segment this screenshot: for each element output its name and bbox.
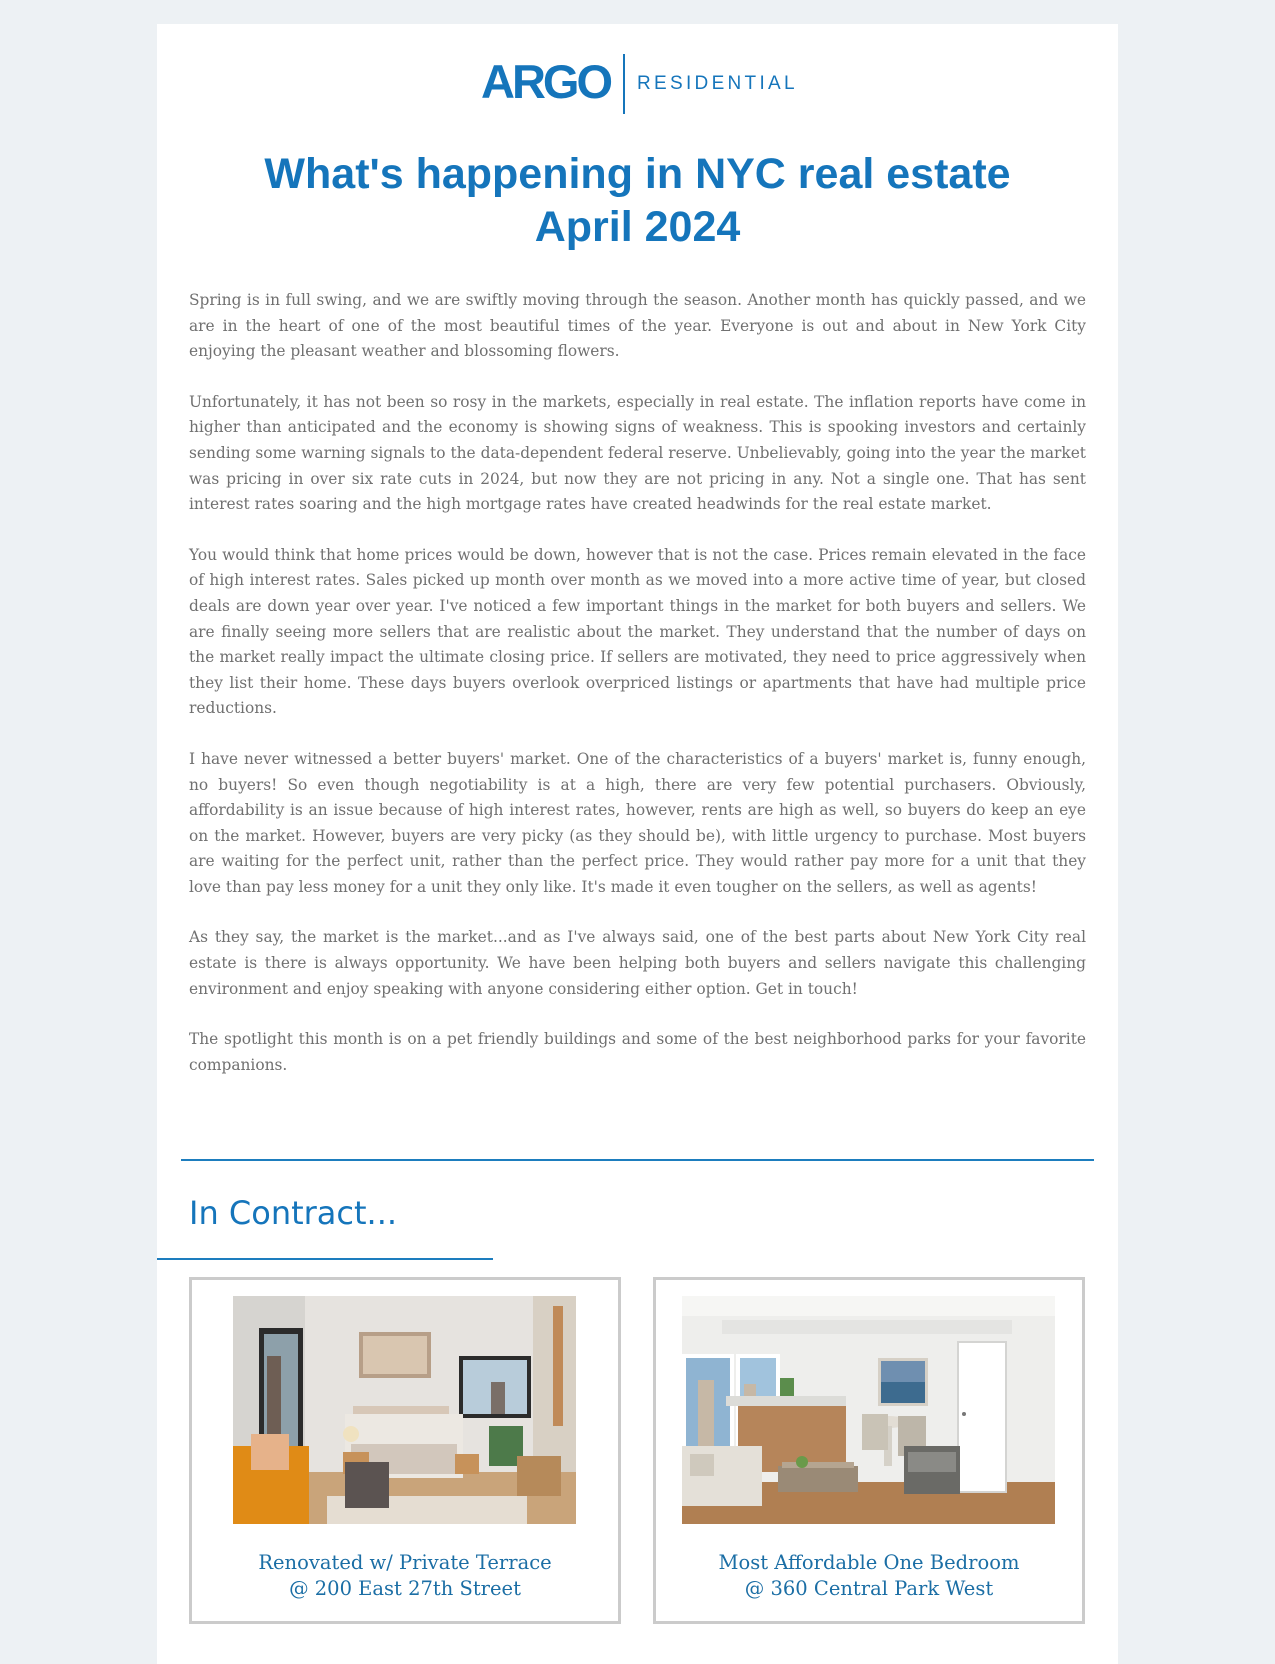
living-room-photo[interactable] [682, 1296, 1055, 1524]
listing-card[interactable] [653, 1277, 1085, 1624]
newsletter-page [157, 24, 1118, 1664]
bedroom-photo[interactable] [233, 1296, 576, 1524]
paragraph-spring: Spring is in full swing, and we are swiftly moving through the season. Another month has quickly passed, and we are in the heart of one of the most beautiful times of the year. Everyone is out and about in New York City enjoying the pleasant weather and blossoming flowers. [189, 291, 1086, 361]
paragraph-prices: You would think that home prices would be down, however that is not the case. Prices remain elevated in the face of high interest rates. Sales picked up month over month as we moved into a more active time of year, but closed deals are down year over year. I've noticed a few important things in the market for both buyers and sellers. We are finally seeing more sellers that are realistic about the market. They understand that the number of days on the market really impact the ultimate closing price. If sellers are motivated, they need to price aggressively when they list their home. These days buyers overlook overpriced listings or apartments that have had multiple price reductions. [189, 545, 1086, 718]
listing-address: @ 200 East 27th Street [289, 1577, 521, 1600]
listing-title: Renovated w/ Private Terrace [258, 1551, 552, 1574]
listing-title: Most Affordable One Bedroom [718, 1551, 1020, 1574]
logo-division: RESIDENTIAL [637, 73, 798, 94]
article-body [189, 288, 1086, 1103]
listing-caption[interactable] [192, 1550, 618, 1602]
paragraph-markets: Unfortunately, it has not been so rosy in the markets, especially in real estate. The inflation reports have come in higher than anticipated and the economy is showing signs of weakness. This is spooking investors and certainly sending some warning signals to the data-dependent federal reserve. Unbelievably, going into the year the market was pricing in over six rate cuts in 2024, but now they are not pricing in any. Not a single one. That has sent interest rates soaring and the high mortgage rates have created headwinds for the real estate market. [189, 392, 1086, 514]
paragraph-buyers-market: I have never witnessed a better buyers' market. One of the characteristics of a buyers' market is, funny enough, no buyers! So even though negotiability is at a high, there are very few potential purchasers. Obviously, affordability is an issue because of high interest rates, however, rents are high as well, so buyers do keep an eye on the market. However, buyers are very picky (as they should be), with little urgency to purchase. Most buyers are waiting for the perfect unit, rather than the perfect price. They would rather pay more for a unit that they love than pay less money for a unit they only like. It's made it even tougher on the sellers, as well as agents! [189, 749, 1086, 896]
heading-underline [157, 1258, 493, 1260]
paragraph-opportunity: As they say, the market is the market...and as I've always said, one of the best parts about New York City real estate is there is always opportunity. We have been helping both buyers and sellers navigate this challenging environment and enjoy speaking with anyone considering either option. Get in touch! [189, 928, 1086, 998]
listing-address: @ 360 Central Park West [744, 1577, 994, 1600]
logo-divider [623, 54, 625, 114]
listing-caption[interactable] [656, 1550, 1082, 1602]
argo-residential-logo[interactable] [481, 54, 801, 116]
paragraph-spotlight: The spotlight this month is on a pet friendly buildings and some of the best neighborhood parks for your favorite companions. [189, 1030, 1086, 1074]
in-contract-heading: In Contract... [189, 1194, 398, 1232]
section-divider [181, 1159, 1094, 1161]
page-title [157, 148, 1118, 254]
title-line-1: What's happening in NYC real estate [264, 150, 1011, 198]
logo-wordmark: ARGO [481, 55, 610, 108]
listing-card[interactable] [189, 1277, 621, 1624]
title-line-2: April 2024 [534, 203, 741, 251]
